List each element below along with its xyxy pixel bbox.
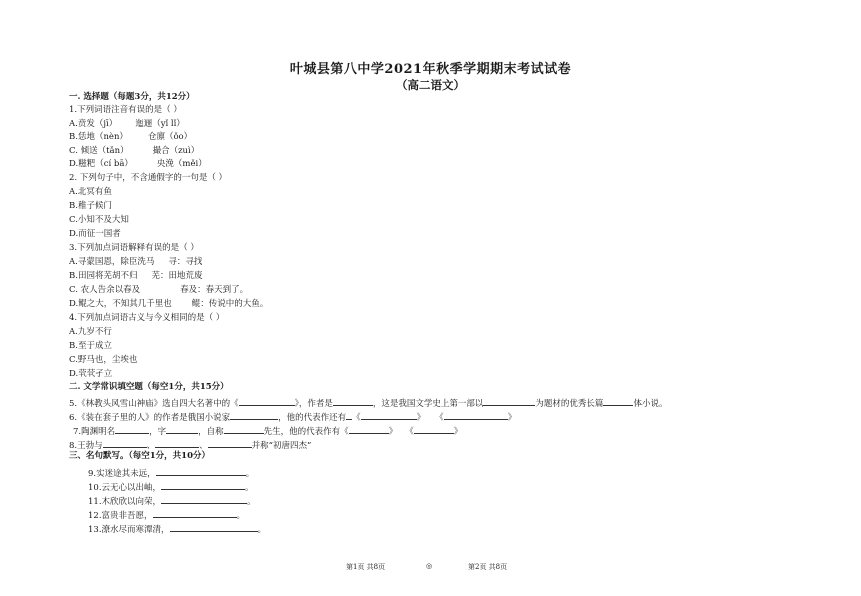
q11-blank[interactable] [161,494,247,504]
section2-heading: 二. 文学常识填空题（每空1分，共15分） [69,382,229,392]
q5-blank-3[interactable] [483,396,535,406]
q6-blank-3[interactable] [444,410,508,420]
q3-option-d: D.鲲之大，不知其几千里也 鲲：传说中的大鱼。 [69,299,269,309]
q7-blank-4[interactable] [349,424,389,434]
q5-line: 5.《林教头风雪山神庙》选自四大名著中的《 》，作者是 ，这是我国文学史上第一部以 为题材的优秀长篇 体小说。 [69,396,667,410]
q1-option-d: D.糍粑（cí bā） 央浼（měi） [69,159,207,169]
q8-line: 8.王勃与 、 、 并称“初唐四杰” [69,438,311,452]
page-number-left: 第1页 共8页 [346,563,386,571]
q1-option-a: A.贲发（jī） 迤逦（yǐ lǐ） [69,119,185,129]
q6-blank-2[interactable] [361,410,417,420]
q3-option-a: A.寻蒙国恩，除臣洗马 寻：寻找 [69,257,203,267]
q7-blank-5[interactable] [414,424,454,434]
q8-blank-2[interactable] [155,438,199,448]
q2-option-b: B.稚子候门 [69,201,112,211]
q7-blank-2[interactable] [166,424,198,434]
q5-blank-4[interactable] [603,396,633,406]
q2-option-c: C.小知不及大知 [69,215,129,225]
q6-line: 6.《装在套子里的人》的作者是俄国小说家 ，他的代表作还有 《 》 《 》 [69,410,516,424]
q4-option-b: B.至于成立 [69,341,112,351]
page-number-right: 第2页 共8页 [468,563,508,571]
q6-blank-1[interactable] [230,410,278,420]
q3-stem: 3.下列加点词语解释有误的是（ ） [69,243,199,253]
q5-blank-2[interactable] [333,396,373,406]
q3-option-b: B.田园将芜胡不归 芜：田地荒废 [69,271,203,281]
q3-option-c: C. 农人告余以春及 春及：春天到了。 [69,285,249,295]
q2-option-d: D.而征一国者 [69,229,121,239]
q13-blank[interactable] [170,522,258,532]
q10-blank[interactable] [161,480,245,490]
q4-option-d: D.茕茕孑立 [69,369,113,379]
q1-option-c: C. 倾送（tǎn） 撮合（zuì） [69,146,200,156]
q4-stem: 4.下列加点词语古义与今义相同的是（ ） [69,313,225,323]
q9-blank[interactable] [156,466,246,476]
exam-subtitle: （高二语文） [396,78,465,92]
q10-line: 10.云无心以出岫， 。 [88,480,254,494]
q12-line: 12.富贵非吾愿， 。 [88,508,245,522]
binding-mark-icon: ◎ [426,562,433,570]
q8-blank-3[interactable] [208,438,252,448]
q4-option-c: C.野马也，尘埃也 [69,355,138,365]
q2-option-a: A.北冥有鱼 [69,187,112,197]
q2-stem: 2. 下列句子中，不含通假字的一句是（ ） [69,173,228,183]
q5-blank-1[interactable] [239,396,295,406]
q7-line: 7.陶渊明名 ，字 ，自称 先生，他的代表作有《 》 《 》 [73,424,462,438]
section1-heading: 一. 选择题（每题3分，共12分） [69,92,195,102]
q8-blank-1[interactable] [103,438,147,448]
exam-title: 叶城县第八中学2021年秋季学期期末考试试卷 [289,62,572,77]
q9-line: 9.实迷途其未远， 。 [88,466,254,480]
q4-option-a: A.九岁不行 [69,327,112,337]
q1-stem: 1.下列词语注音有误的是（ ） [69,105,182,115]
q13-line: 13.潦水尽而寒潭清， 。 [88,522,266,536]
section3-heading: 三、名句默写。（每空1分，共10分） [69,451,210,461]
q11-line: 11.木欣欣以向荣， 。 [88,494,256,508]
q12-blank[interactable] [153,508,237,518]
q7-blank-1[interactable] [115,424,149,434]
q7-blank-3[interactable] [224,424,264,434]
q1-option-b: B.恁地（nèn） 仓廪（ǒo） [69,132,193,142]
